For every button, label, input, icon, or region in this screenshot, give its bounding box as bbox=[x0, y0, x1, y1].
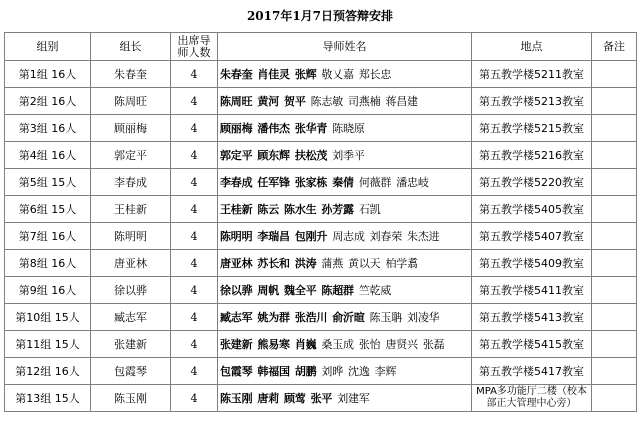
header-mentors: 导师姓名 bbox=[218, 33, 472, 61]
leader-cell: 陈明明 bbox=[91, 223, 171, 250]
mentor-name: 刘凌华 bbox=[407, 311, 440, 324]
mentors-cell bbox=[218, 115, 472, 142]
group-cell: 第8组 16人 bbox=[5, 250, 91, 277]
mentor-name-bold: 潘伟杰 bbox=[257, 122, 290, 135]
location-cell: MPA多功能厅二楼（校本部正大管理中心旁） bbox=[472, 385, 592, 412]
table-row bbox=[5, 277, 637, 304]
group-cell: 第11组 15人 bbox=[5, 331, 91, 358]
location-cell: 第五教学楼5220教室 bbox=[472, 169, 592, 196]
mentor-name-bold: 孙芳露 bbox=[321, 203, 354, 216]
mentor-name: 何薇群 bbox=[358, 176, 392, 189]
mentor-name-bold: 顾莺 bbox=[284, 392, 306, 405]
mentor-name-bold: 臧志军 bbox=[220, 311, 253, 324]
mentor-name-bold: 陈明明 bbox=[220, 230, 253, 243]
table-row bbox=[5, 385, 637, 412]
mentors-cell bbox=[218, 304, 472, 331]
table-row bbox=[5, 358, 637, 385]
mentor-name: 沈逸 bbox=[348, 365, 370, 378]
note-cell bbox=[592, 169, 637, 196]
mentor-name-bold: 朱春奎 bbox=[220, 68, 253, 81]
mentors-cell bbox=[218, 196, 472, 223]
mentor-name-bold: 陈云 bbox=[257, 203, 280, 216]
mentor-name-bold: 张华青 bbox=[294, 122, 328, 135]
mentors-cell bbox=[218, 223, 472, 250]
mentor-name-bold: 陈玉刚 bbox=[220, 392, 253, 405]
note-cell bbox=[592, 115, 637, 142]
mentor-name-bold: 胡鹏 bbox=[294, 365, 317, 378]
mentor-name-bold: 洪涛 bbox=[294, 257, 317, 270]
mentor-name: 刘季平 bbox=[332, 149, 365, 162]
group-cell: 第4组 16人 bbox=[5, 142, 91, 169]
mentor-name-bold: 唐莉 bbox=[257, 392, 280, 405]
mentors-cell bbox=[218, 277, 472, 304]
location-cell: 第五教学楼5417教室 bbox=[472, 358, 592, 385]
note-cell bbox=[592, 88, 637, 115]
mentor-name-bold: 周帆 bbox=[257, 284, 280, 297]
mentor-name-bold: 郭定平 bbox=[220, 149, 253, 162]
note-cell bbox=[592, 196, 637, 223]
note-cell bbox=[592, 277, 637, 304]
leader-cell: 唐亚林 bbox=[91, 250, 171, 277]
location-cell: 第五教学楼5211教室 bbox=[472, 61, 592, 88]
group-cell: 第5组 15人 bbox=[5, 169, 91, 196]
note-cell bbox=[592, 61, 637, 88]
mentor-name-bold: 张浩川 bbox=[294, 311, 328, 324]
mentor-name-bold: 俞沂暄 bbox=[332, 311, 365, 324]
note-cell bbox=[592, 331, 637, 358]
mentor-name: 蒋昌建 bbox=[385, 95, 418, 108]
leader-cell: 臧志军 bbox=[91, 304, 171, 331]
mentor-name-bold: 唐亚林 bbox=[220, 257, 253, 270]
mentor-name: 刘春荣 bbox=[369, 230, 403, 243]
leader-cell: 郭定平 bbox=[91, 142, 171, 169]
note-cell bbox=[592, 304, 637, 331]
leader-cell: 朱春奎 bbox=[91, 61, 171, 88]
note-cell bbox=[592, 358, 637, 385]
table-row bbox=[5, 142, 637, 169]
location-cell: 第五教学楼5405教室 bbox=[472, 196, 592, 223]
count-cell: 4 bbox=[171, 196, 218, 223]
group-cell: 第12组 16人 bbox=[5, 358, 91, 385]
mentor-name-bold: 徐以骅 bbox=[220, 284, 253, 297]
group-cell: 第6组 15人 bbox=[5, 196, 91, 223]
mentor-name: 李辉 bbox=[374, 365, 397, 378]
mentor-name: 敬乂嘉 bbox=[321, 68, 354, 81]
mentor-name-bold: 姚为群 bbox=[257, 311, 290, 324]
mentors-cell bbox=[218, 250, 472, 277]
table-row bbox=[5, 88, 637, 115]
table-row bbox=[5, 223, 637, 250]
mentor-name-bold: 扶松茂 bbox=[294, 149, 328, 162]
mentor-name: 张磊 bbox=[422, 338, 445, 351]
mentor-name-bold: 李瑞昌 bbox=[257, 230, 290, 243]
mentor-name: 唐贤兴 bbox=[385, 338, 418, 351]
mentor-name: 刘晔 bbox=[321, 365, 344, 378]
count-cell: 4 bbox=[171, 250, 218, 277]
note-cell bbox=[592, 385, 637, 412]
location-cell: 第五教学楼5215教室 bbox=[472, 115, 592, 142]
mentor-name-bold: 包刚升 bbox=[294, 230, 328, 243]
header-location: 地点 bbox=[472, 33, 592, 61]
group-cell: 第10组 15人 bbox=[5, 304, 91, 331]
mentor-name: 竺乾威 bbox=[358, 284, 392, 297]
mentors-cell bbox=[218, 61, 472, 88]
mentor-name: 司燕楠 bbox=[348, 95, 381, 108]
leader-cell: 徐以骅 bbox=[91, 277, 171, 304]
mentor-name-bold: 任军锋 bbox=[257, 176, 290, 189]
header-leader: 组长 bbox=[91, 33, 171, 61]
group-cell: 第2组 16人 bbox=[5, 88, 91, 115]
mentor-name-bold: 王桂新 bbox=[220, 203, 253, 216]
mentor-name-bold: 包霞琴 bbox=[220, 365, 253, 378]
mentor-name: 陈晓原 bbox=[332, 122, 365, 135]
location-cell: 第五教学楼5413教室 bbox=[472, 304, 592, 331]
group-cell: 第7组 16人 bbox=[5, 223, 91, 250]
mentor-name-bold: 顾东辉 bbox=[257, 149, 290, 162]
note-cell bbox=[592, 223, 637, 250]
count-cell: 4 bbox=[171, 223, 218, 250]
location-cell: 第五教学楼5409教室 bbox=[472, 250, 592, 277]
location-cell: 第五教学楼5213教室 bbox=[472, 88, 592, 115]
leader-cell: 李春成 bbox=[91, 169, 171, 196]
schedule-table bbox=[4, 32, 637, 412]
table-row bbox=[5, 169, 637, 196]
mentors-cell bbox=[218, 88, 472, 115]
count-cell: 4 bbox=[171, 115, 218, 142]
count-cell: 4 bbox=[171, 88, 218, 115]
mentor-name-bold: 顾丽梅 bbox=[220, 122, 253, 135]
mentor-name-bold: 李春成 bbox=[220, 176, 253, 189]
mentor-name: 桑玉成 bbox=[321, 338, 354, 351]
count-cell: 4 bbox=[171, 61, 218, 88]
mentor-name: 周志成 bbox=[332, 230, 365, 243]
mentor-name: 陈志敏 bbox=[310, 95, 344, 108]
location-cell: 第五教学楼5415教室 bbox=[472, 331, 592, 358]
header-note: 备注 bbox=[592, 33, 637, 61]
mentor-name: 张怡 bbox=[358, 338, 381, 351]
mentor-name: 柏学翥 bbox=[385, 257, 418, 270]
note-cell bbox=[592, 142, 637, 169]
mentor-name: 石凯 bbox=[358, 203, 381, 216]
page-title: 2017年1月7日预答辩安排 bbox=[246, 9, 394, 23]
mentor-name-bold: 张平 bbox=[310, 392, 333, 405]
mentor-name: 潘忠岐 bbox=[396, 176, 429, 189]
mentor-name-bold: 黄河 bbox=[257, 95, 280, 108]
table-row bbox=[5, 304, 637, 331]
leader-cell: 陈玉刚 bbox=[91, 385, 171, 412]
header-count: 出席导师人数 bbox=[171, 33, 218, 61]
mentor-name-bold: 韩福国 bbox=[257, 365, 290, 378]
location-cell: 第五教学楼5216教室 bbox=[472, 142, 592, 169]
group-cell: 第1组 16人 bbox=[5, 61, 91, 88]
leader-cell: 张建新 bbox=[91, 331, 171, 358]
mentor-name: 朱杰进 bbox=[407, 230, 440, 243]
mentors-cell bbox=[218, 169, 472, 196]
mentor-name-bold: 魏全平 bbox=[284, 284, 317, 297]
mentor-name-bold: 张建新 bbox=[220, 338, 253, 351]
mentor-name-bold: 陈水生 bbox=[284, 203, 317, 216]
mentors-cell bbox=[218, 142, 472, 169]
mentor-name: 黄以天 bbox=[348, 257, 381, 270]
count-cell: 4 bbox=[171, 277, 218, 304]
location-cell: 第五教学楼5407教室 bbox=[472, 223, 592, 250]
mentor-name-bold: 贺平 bbox=[284, 95, 306, 108]
mentors-cell bbox=[218, 331, 472, 358]
mentor-name: 陈玉聃 bbox=[369, 311, 403, 324]
note-cell bbox=[592, 250, 637, 277]
count-cell: 4 bbox=[171, 169, 218, 196]
leader-cell: 陈周旺 bbox=[91, 88, 171, 115]
mentor-name-bold: 陈超群 bbox=[321, 284, 354, 297]
group-cell: 第13组 15人 bbox=[5, 385, 91, 412]
count-cell: 4 bbox=[171, 331, 218, 358]
leader-cell: 包霞琴 bbox=[91, 358, 171, 385]
table-row bbox=[5, 196, 637, 223]
header-group: 组别 bbox=[5, 33, 91, 61]
mentor-name-bold: 张家栋 bbox=[294, 176, 328, 189]
mentor-name: 蒲燕 bbox=[321, 257, 344, 270]
table-row bbox=[5, 250, 637, 277]
leader-cell: 王桂新 bbox=[91, 196, 171, 223]
mentor-name-bold: 熊易寒 bbox=[257, 338, 290, 351]
count-cell: 4 bbox=[171, 385, 218, 412]
mentor-name-bold: 苏长和 bbox=[257, 257, 290, 270]
mentor-name-bold: 肖巍 bbox=[294, 338, 317, 351]
mentors-cell bbox=[218, 385, 472, 412]
count-cell: 4 bbox=[171, 358, 218, 385]
table-row bbox=[5, 61, 637, 88]
table-row bbox=[5, 115, 637, 142]
group-cell: 第3组 16人 bbox=[5, 115, 91, 142]
count-cell: 4 bbox=[171, 304, 218, 331]
leader-cell: 顾丽梅 bbox=[91, 115, 171, 142]
mentor-name: 郑长忠 bbox=[358, 68, 392, 81]
mentors-cell bbox=[218, 358, 472, 385]
mentor-name-bold: 陈周旺 bbox=[220, 95, 253, 108]
mentor-name-bold: 张辉 bbox=[294, 68, 317, 81]
table-row bbox=[5, 331, 637, 358]
count-cell: 4 bbox=[171, 142, 218, 169]
mentor-name: 刘建军 bbox=[337, 392, 370, 405]
mentor-name-bold: 肖佳灵 bbox=[257, 68, 290, 81]
location-cell: 第五教学楼5411教室 bbox=[472, 277, 592, 304]
group-cell: 第9组 16人 bbox=[5, 277, 91, 304]
table-header-row bbox=[5, 33, 637, 61]
mentor-name-bold: 秦倩 bbox=[332, 176, 354, 189]
